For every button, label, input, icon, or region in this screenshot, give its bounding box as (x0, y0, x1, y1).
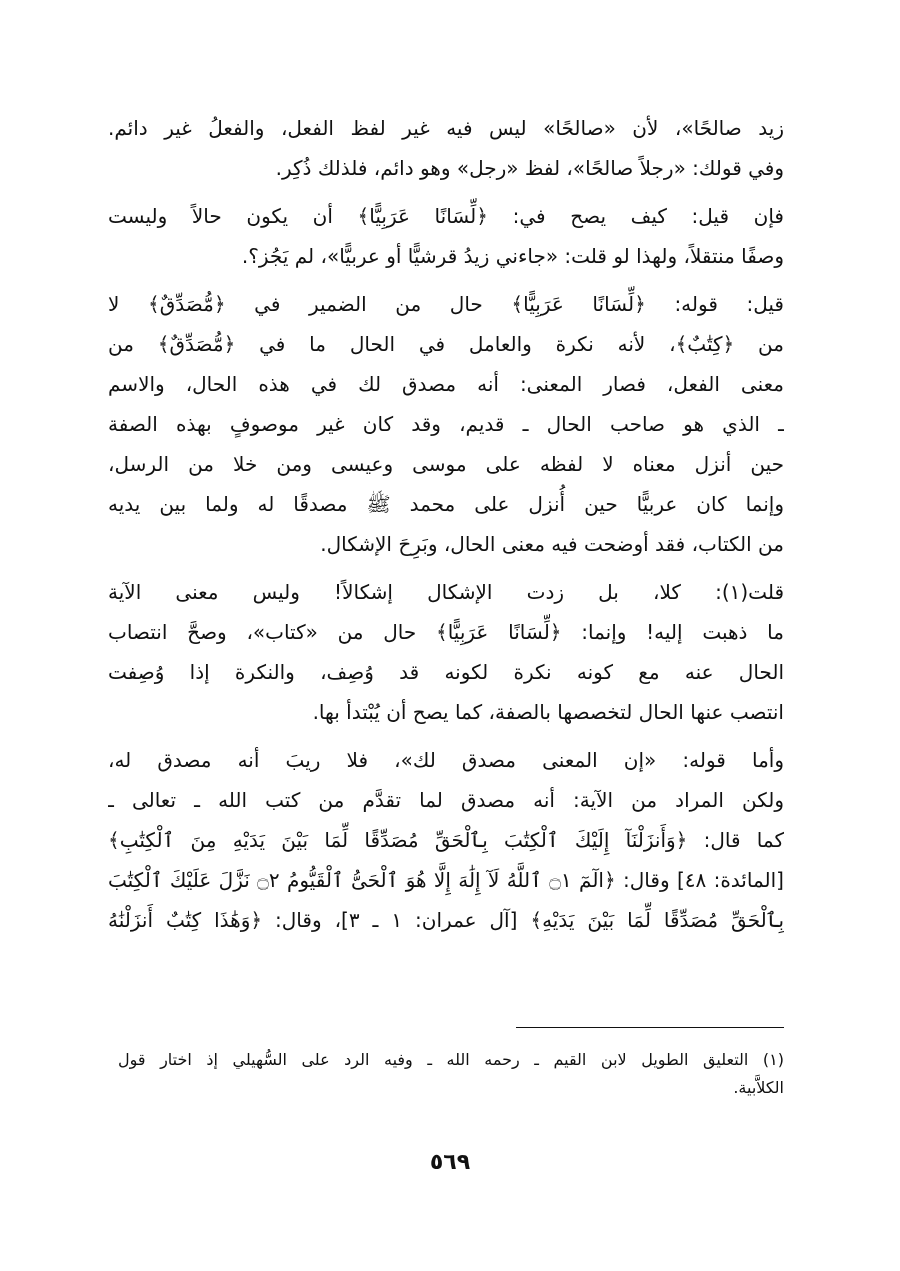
footnote-separator (516, 1027, 784, 1028)
footnote-line: (١) التعليق الطويل لابن القيم ـ رحمه الله ـ وفيه الرد على السُّهيلي إذ اختار قول (118, 1050, 784, 1069)
text-line: قلت(١): كلا، بل زدت الإشكال إشكالاً! وليس معنى الآية (108, 580, 784, 604)
paragraph-4 (108, 572, 784, 732)
text-line: من ﴿كِتَٰبٌ﴾، لأنه نكرة والعامل في الحال ما في ﴿مُّصَدِّقٌ﴾ من (108, 332, 784, 356)
text-line: زيد صالحًا»، لأن «صالحًا» ليس فيه غير لفظ الفعل، والفعلُ غير دائم. (108, 116, 784, 140)
text-line: انتصب عنها الحال لتخصصها بالصفة، كما يصح أن يُبْتدأ بها. (312, 700, 784, 724)
text-line: كما قال: ﴿وَأَنزَلْنَآ إِلَيْكَ ٱلْكِتَٰبَ بِٱلْحَقِّ مُصَدِّقًا لِّمَا بَيْنَ يَدَيْهِ مِنَ ٱلْكِتَٰبِ﴾ (108, 828, 784, 852)
paragraph-2 (108, 196, 784, 276)
paragraph-1 (108, 108, 784, 188)
text-line: وصفًا منتقلاً، ولهذا لو قلت: «جاءني زيدُ قرشيًّا أو عربيًّا»، لم يَجُز؟. (241, 244, 784, 268)
text-line: [المائدة: ٤٨] وقال: ﴿الٓمٓ ۝١ ٱللَّهُ لَآ إِلَٰهَ إِلَّا هُوَ ٱلْحَىُّ ٱلْقَيُّومُ ۝٢ نَزَّلَ عَلَيْكَ ٱلْكِتَٰبَ (108, 868, 784, 892)
paragraph-5 (108, 740, 784, 940)
footnote (118, 1046, 784, 1102)
text-line: ولكن المراد من الآية: أنه مصدق لما تقدَّم من كتب الله ـ تعالى ـ (108, 788, 784, 812)
text-line: ما ذهبت إليه! وإنما: ﴿لِّسَانًا عَرَبِيًّا﴾ حال من «كتاب»، وصحَّ انتصاب (108, 620, 784, 644)
text-line: وفي قولك: «رجلاً صالحًا»، لفظ «رجل» وهو دائم، فلذلك ذُكِر. (275, 156, 784, 180)
text-line: الحال عنه مع كونه نكرة لكونه قد وُصِف، والنكرة إذا وُصِفت (108, 660, 784, 684)
text-line: من الكتاب، فقد أوضحت فيه معنى الحال، وبَرِحَ الإشكال. (320, 532, 784, 556)
text-line: ـ الذي هو صاحب الحال ـ قديم، وقد كان غير موصوفٍ بهذه الصفة (108, 412, 784, 436)
text-line: حين أنزل معناه لا لفظه على موسى وعيسى ومن خلا من الرسل، (108, 452, 784, 476)
page-number: ٥٦٩ (429, 1150, 471, 1175)
paragraph-3 (108, 284, 784, 564)
text-line: معنى الفعل، فصار المعنى: أنه مصدق لك في هذه الحال، والاسم (108, 372, 784, 396)
text-line: فإن قيل: كيف يصح في: ﴿لِّسَانًا عَرَبِيًّا﴾ أن يكون حالاً وليست (108, 204, 784, 228)
footnote-line: الكلاَّبية. (733, 1078, 784, 1097)
text-line: بِٱلْحَقِّ مُصَدِّقًا لِّمَا بَيْنَ يَدَيْهِ﴾ [آل عمران: ١ ـ ٣]، وقال: ﴿وَهَٰذَا كِتَٰبٌ أَنزَلْنَٰهُ (108, 908, 784, 932)
text-line: وإنما كان عربيًّا حين أُنزل على محمد ﷺ مصدقًا له ولما بين يديه (108, 492, 784, 516)
main-text (108, 108, 784, 948)
text-line: قيل: قوله: ﴿لِّسَانًا عَرَبِيًّا﴾ حال من الضمير في ﴿مُّصَدِّقٌ﴾ لا (108, 292, 784, 316)
text-line: وأما قوله: «إن المعنى مصدق لك»، فلا ريبَ أنه مصدق له، (108, 748, 784, 772)
